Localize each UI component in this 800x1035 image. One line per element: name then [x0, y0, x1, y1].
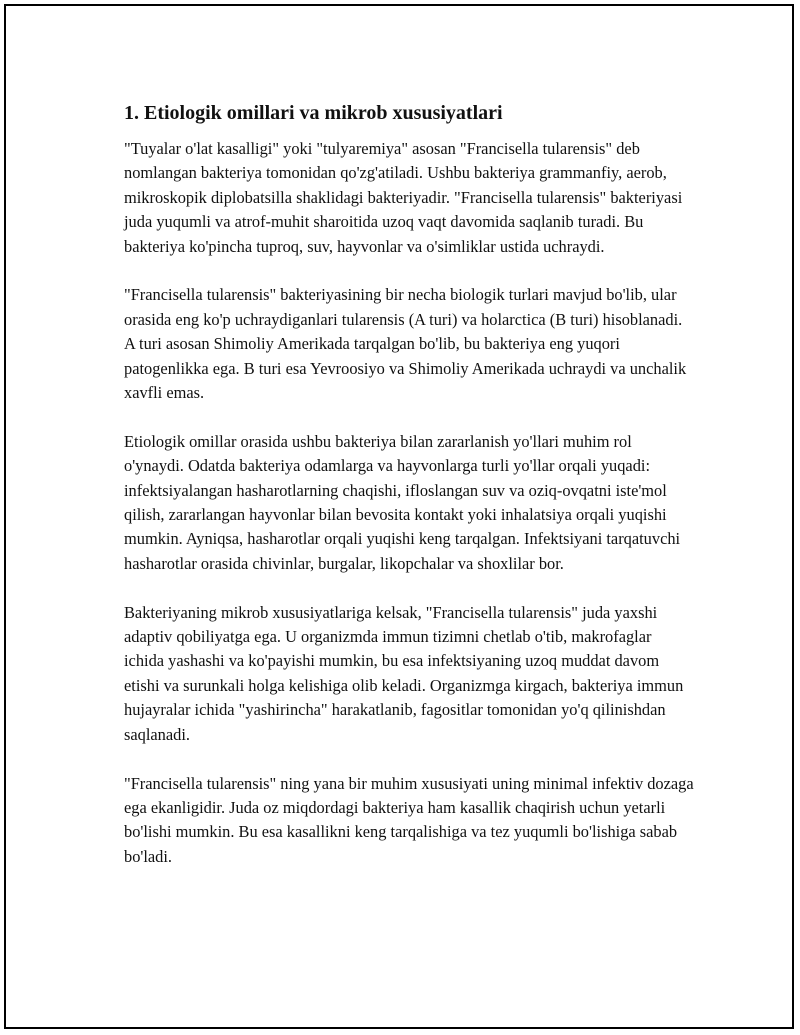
paragraph-2: "Francisella tularensis" bakteriyasining bir necha biologik turlari mavjud bo'lib, ular orasida eng ko'p uchraydiganlari tularensis (A turi) va holarctica (B turi) hisoblanadi. A turi asosan Shimoliy Amerikada tarqalgan bo'lib, bu bakteriya eng yuqori patogenlikka ega. B turi esa Yevroosiyo va Shimoliy Amerikada uchraydi va unchalik xavfli emas. — [124, 285, 687, 403]
paragraph-1: "Tuyalar o'lat kasalligi" yoki "tulyaremiya" asosan "Francisella tularensis" deb nomlangan bakteriya tomonidan qo'zg'atiladi. Ushbu bakteriya grammanfiy, aerob, mikroskopik diplobatsilla shaklidagi bakteriyadir. "Francisella tularensis" bakteriyasi juda yuqumli va atrof-muhit sharoitida uzoq vaqt davomida saqlanib turadi. Bu bakteriya ko'pincha tuproq, suv, hayvonlar va o'simliklar ustida uchraydi. — [124, 139, 683, 256]
document-body — [124, 101, 694, 869]
section-heading: 1. Etiologik omillari va mikrob xususiyatlari — [124, 102, 503, 124]
page-frame — [4, 4, 794, 1029]
paragraph-3: Etiologik omillar orasida ushbu bakteriya bilan zararlanish yo'llari muhim rol o'ynaydi. Odatda bakteriya odamlarga va hayvonlarga turli yo'llar orqali yuqadi: infektsiyalangan hasharotlarning chaqishi, ifloslangan suv va oziq-ovqatni iste'mol qilish, zararlangan hayvonlar bilan bevosita kontakt yoki inhalatsiya orqali yuqishi mumkin. Ayniqsa, hasharotlar orqali yuqishi keng tarqalgan. Infektsiyani tarqatuvchi hasharotlar orasida chivinlar, burgalar, likopchalar va shoxlilar bor. — [124, 431, 681, 573]
paragraph-5: "Francisella tularensis" ning yana bir muhim xususiyati uning minimal infektiv dozaga ega ekanligidir. Juda oz miqdordagi bakteriya ham kasallik chaqirish uchun yetarli bo'lishi mumkin. Bu esa kasallikni keng tarqalishiga va tez yuqumli bo'lishiga sabab bo'ladi. — [124, 773, 694, 866]
paragraph-4: Bakteriyaning mikrob xususiyatlariga kelsak, "Francisella tularensis" juda yaxshi adaptiv qobiliyatga ega. U organizmda immun tizimni chetlab o'tib, makrofaglar ichida yashashi va ko'payishi mumkin, bu esa infektsiyaning uzoq muddat davom etishi va surunkali holga kelishiga olib keladi. Organizmga kirgach, bakteriya immun hujayralar ichida "yashirincha" harakatlanib, fagositlar tomonidan yo'q qilinishdan saqlanadi. — [124, 602, 684, 744]
